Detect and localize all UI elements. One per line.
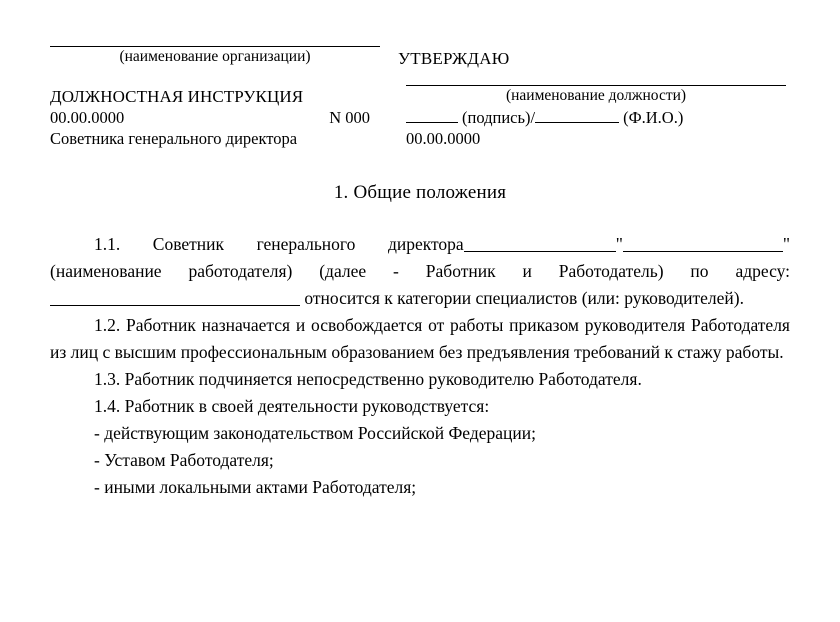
paragraph-1-1 [50, 231, 790, 312]
paragraph-1-1-text-part1: 1.1. Советник генерального директора [94, 234, 464, 254]
list-item: - действующим законодательством Российской Федерации; [94, 423, 536, 443]
paragraph-1-2: 1.2. Работник назначается и освобождается от работы приказом руководителя Работодателя из лиц с высшим профессиональным образованием без предъявления требований к стажу работы. [50, 315, 790, 362]
paragraph-1-4: 1.4. Работник в своей деятельности руководствуется: [94, 396, 490, 416]
doc-title-block [50, 86, 390, 107]
approve-date: 00.00.0000 [406, 129, 481, 148]
list-item: - Уставом Работодателя; [94, 450, 274, 470]
signature-block [390, 107, 790, 128]
fio-label: (Ф.И.О.) [623, 108, 684, 127]
employer-name-blank-line-1[interactable] [464, 237, 616, 252]
quote-close: " [782, 234, 790, 254]
header-meta-row [50, 107, 790, 128]
approve-block [390, 46, 790, 69]
document-title: ДОЛЖНОСТНАЯ ИНСТРУКЦИЯ [50, 87, 304, 106]
document-body [50, 231, 790, 501]
document-number: N 000 [329, 108, 371, 127]
paragraph-1-3: 1.3. Работник подчиняется непосредственно руководителю Работодателя. [94, 369, 642, 389]
approve-date-block [390, 128, 790, 149]
quote-open: " [615, 234, 623, 254]
section-title: 1. Общие положения [333, 182, 507, 203]
doc-subject-block [50, 128, 390, 149]
header-title-row [50, 86, 790, 107]
header-subject-row [50, 128, 790, 149]
signature-blank-line[interactable] [406, 107, 458, 123]
signature-label: (подпись)/ [462, 108, 536, 127]
doc-meta-block [50, 107, 390, 128]
paragraph-1-1-text-part2: (наименование работодателя) (далее - Работник и Работодатель) по адресу: [50, 261, 790, 281]
approve-label: УТВЕРЖДАЮ [398, 49, 510, 68]
employer-name-blank-line-2[interactable] [623, 237, 783, 252]
document-date: 00.00.0000 [50, 108, 125, 127]
paragraph-1-1-text-part3: относится к категории специалистов (или: руководителей). [304, 288, 744, 308]
organization-caption: (наименование организации) [119, 48, 311, 65]
address-blank-line[interactable] [50, 291, 300, 306]
header-top-row [50, 46, 790, 69]
fio-blank-line[interactable] [535, 107, 619, 123]
document-header [50, 0, 790, 149]
position-caption-block [390, 86, 790, 106]
position-caption: (наименование должности) [505, 87, 687, 104]
organization-block [50, 46, 390, 67]
list-item: - иными локальными актами Работодателя; [94, 477, 417, 497]
document-subject: Советника генерального директора [50, 129, 298, 148]
